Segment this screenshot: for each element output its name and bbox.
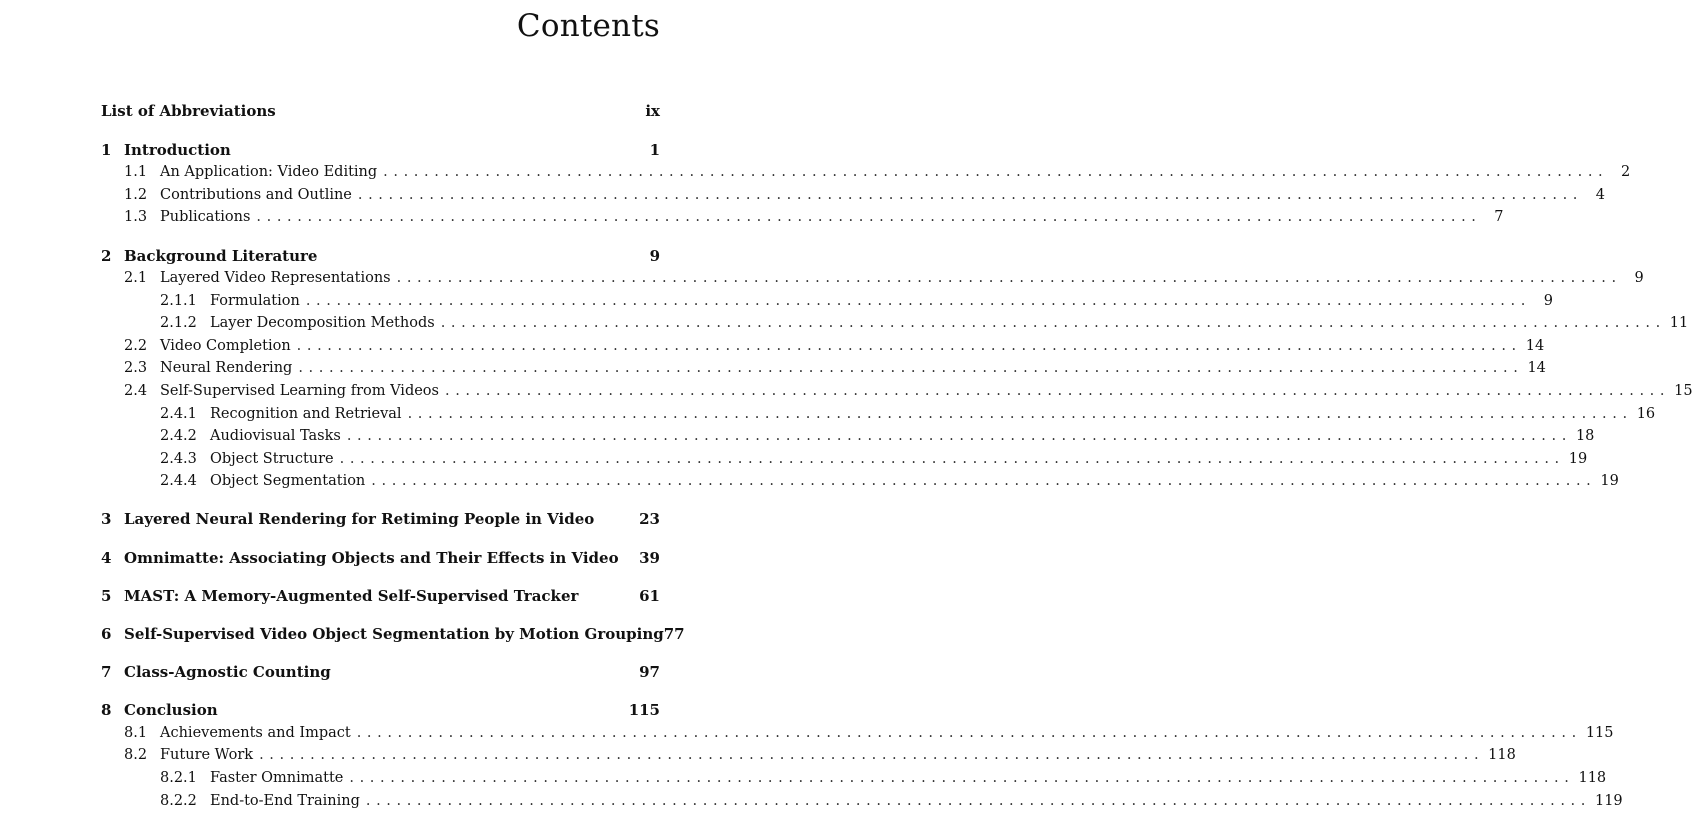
toc-page-number: 115 (1585, 725, 1614, 741)
toc-entry-number: 8.2.2 (160, 793, 197, 809)
toc-entry-section[interactable] (101, 162, 1631, 182)
toc-entry-number: 8.2.1 (160, 770, 197, 786)
toc-entry-number: 3 (101, 510, 112, 528)
toc-entry-number: 2.1.1 (160, 293, 197, 309)
toc-entry-title: Omnimatte: Associating Objects and Their Effects in Video (124, 549, 619, 567)
toc-entry-number: 8.2 (124, 747, 148, 763)
toc-entry-number: 2.4 (124, 383, 148, 399)
dot-leader: ........................................................................................................................ (256, 209, 1482, 225)
dot-leader: ........................................................................................................................ (371, 473, 1597, 489)
toc-entry-number: 8.1 (124, 725, 148, 741)
toc-entry-section[interactable] (101, 185, 1605, 205)
toc-entry-subsection[interactable] (101, 471, 1619, 491)
toc-entry-title: List of Abbreviations (101, 102, 276, 120)
toc-entry-title: Self-Supervised Video Object Segmentation by Motion Grouping (124, 625, 664, 643)
toc-page-number: 9 (649, 247, 660, 265)
toc-entry-title: Introduction (124, 141, 231, 159)
toc-entry-title: Audiovisual Tasks (210, 428, 341, 444)
dot-leader: ........................................................................................................................ (407, 406, 1633, 422)
toc-page-number: 61 (639, 587, 660, 605)
toc-entry-section[interactable] (101, 745, 1516, 765)
toc-entry-number: 5 (101, 587, 112, 605)
toc-entry-section[interactable] (101, 268, 1644, 288)
dot-leader: ........................................................................................................................ (365, 793, 1591, 809)
toc-entry-title: Achievements and Impact (160, 725, 351, 741)
toc-entry-number: 2.4.2 (160, 428, 197, 444)
toc-page-number: 77 (663, 625, 685, 643)
toc-entry-number: 2.1 (124, 270, 148, 286)
toc-entry-section[interactable] (101, 358, 1546, 378)
toc-entry-title: Contributions and Outline (160, 187, 352, 203)
toc-page-number: 118 (1578, 770, 1607, 786)
toc-entry-chapter[interactable] (101, 101, 660, 121)
toc-page-number: 15 (1674, 383, 1693, 399)
toc-entry-title: Object Structure (210, 451, 334, 467)
dot-leader: ........................................................................................................................ (356, 725, 1582, 741)
toc-entry-number: 2.4.3 (160, 451, 197, 467)
toc-entry-section[interactable] (101, 207, 1504, 227)
toc-page-number: 39 (639, 549, 660, 567)
toc-entry-title: Layered Video Representations (160, 270, 391, 286)
toc-entry-title: Publications (160, 209, 251, 225)
toc-entry-number: 2.4.1 (160, 406, 197, 422)
toc-entry-number: 1 (101, 141, 112, 159)
toc-entry-title: Layered Neural Rendering for Retiming People in Video (124, 510, 595, 528)
toc-entry-title: Layer Decomposition Methods (210, 315, 435, 331)
toc-entry-title: Neural Rendering (160, 360, 293, 376)
dot-leader: ........................................................................................................................ (357, 187, 1583, 203)
toc-entry-number: 1.2 (124, 187, 148, 203)
toc-page-number: 115 (628, 701, 660, 719)
toc-page-number: 23 (639, 510, 660, 528)
toc-page-number: 9 (1543, 293, 1553, 309)
toc-entry-chapter[interactable] (101, 548, 660, 568)
toc-entry-title: Video Completion (160, 338, 291, 354)
toc-entry-subsection[interactable] (101, 791, 1623, 811)
dot-leader: ........................................................................................................................ (383, 164, 1609, 180)
toc-entry-number: 2.4.4 (160, 473, 197, 489)
toc-entry-title: Object Segmentation (210, 473, 366, 489)
toc-entry-subsection[interactable] (101, 291, 1553, 311)
dot-leader: ........................................................................................................................ (339, 451, 1565, 467)
toc-page-number: 97 (639, 663, 660, 681)
toc-entry-subsection[interactable] (101, 768, 1607, 788)
toc-entry-number: 1.3 (124, 209, 148, 225)
toc-entry-title: Future Work (160, 747, 254, 763)
toc-entry-number: 8 (101, 701, 112, 719)
toc-entry-title: Conclusion (124, 701, 218, 719)
toc-page-number: 14 (1525, 338, 1545, 354)
toc-page-number: 11 (1669, 315, 1689, 331)
toc-page-number: 14 (1527, 360, 1546, 376)
toc-entry-section[interactable] (101, 723, 1614, 743)
dot-leader: ........................................................................................................................ (396, 270, 1622, 286)
toc-entry-title: Recognition and Retrieval (210, 406, 402, 422)
toc-entry-chapter[interactable] (101, 246, 660, 266)
toc-entry-subsection[interactable] (101, 426, 1595, 446)
toc-entry-number: 4 (101, 549, 112, 567)
dot-leader: ........................................................................................................................ (346, 428, 1572, 444)
toc-entry-number: 2.2 (124, 338, 148, 354)
toc-entry-subsection[interactable] (101, 404, 1656, 424)
dot-leader: ........................................................................................................................ (305, 293, 1531, 309)
dot-leader: ........................................................................................................................ (349, 770, 1575, 786)
toc-page-number: 2 (1621, 164, 1631, 180)
page-title: Contents (516, 8, 660, 44)
toc-entry-chapter[interactable] (101, 509, 660, 529)
toc-entry-title: An Application: Video Editing (160, 164, 378, 180)
toc-page-number: 19 (1600, 473, 1619, 489)
toc-entry-chapter[interactable] (101, 700, 660, 720)
toc-page-number: 7 (1494, 209, 1504, 225)
toc-entry-chapter[interactable] (101, 140, 660, 160)
toc-page-number: 119 (1594, 793, 1623, 809)
toc-entry-subsection[interactable] (101, 449, 1588, 469)
dot-leader: ........................................................................................................................ (444, 383, 1671, 399)
toc-entry-number: 6 (101, 625, 112, 643)
dot-leader: ........................................................................................................................ (298, 360, 1524, 376)
toc-page-number: 18 (1575, 428, 1595, 444)
toc-entry-number: 2.1.2 (160, 315, 197, 331)
toc-entry-number: 1.1 (124, 164, 148, 180)
dot-leader: ........................................................................................................................ (296, 338, 1522, 354)
toc-entry-section[interactable] (101, 381, 1693, 401)
toc-entry-chapter[interactable] (101, 624, 685, 644)
toc-entry-title: Class-Agnostic Counting (124, 663, 331, 681)
toc-entry-chapter[interactable] (101, 586, 660, 606)
toc-entry-title: Background Literature (124, 247, 318, 265)
toc-entry-title: End-to-End Training (210, 793, 360, 809)
toc-page-number: 9 (1634, 270, 1644, 286)
toc-page-number: 4 (1595, 187, 1605, 203)
toc-page-number: ix (645, 102, 660, 120)
toc-entry-number: 7 (101, 663, 112, 681)
toc-entry-title: MAST: A Memory-Augmented Self-Supervised Tracker (124, 587, 579, 605)
toc-entry-subsection[interactable] (101, 313, 1689, 333)
toc-entry-title: Formulation (210, 293, 300, 309)
toc-entry-title: Self-Supervised Learning from Videos (160, 383, 439, 399)
toc-entry-section[interactable] (101, 336, 1545, 356)
toc-page-number: 16 (1636, 406, 1656, 422)
dot-leader: ........................................................................................................................ (259, 747, 1485, 763)
toc-entry-number: 2 (101, 247, 112, 265)
toc-entry-title: Faster Omnimatte (210, 770, 344, 786)
toc-page-number: 1 (649, 141, 660, 159)
dot-leader: ........................................................................................................................ (440, 315, 1666, 331)
toc-page-number: 19 (1568, 451, 1588, 467)
toc-entry-chapter[interactable] (101, 662, 660, 682)
toc-page-number: 118 (1488, 747, 1516, 763)
toc-entry-number: 2.3 (124, 360, 148, 376)
